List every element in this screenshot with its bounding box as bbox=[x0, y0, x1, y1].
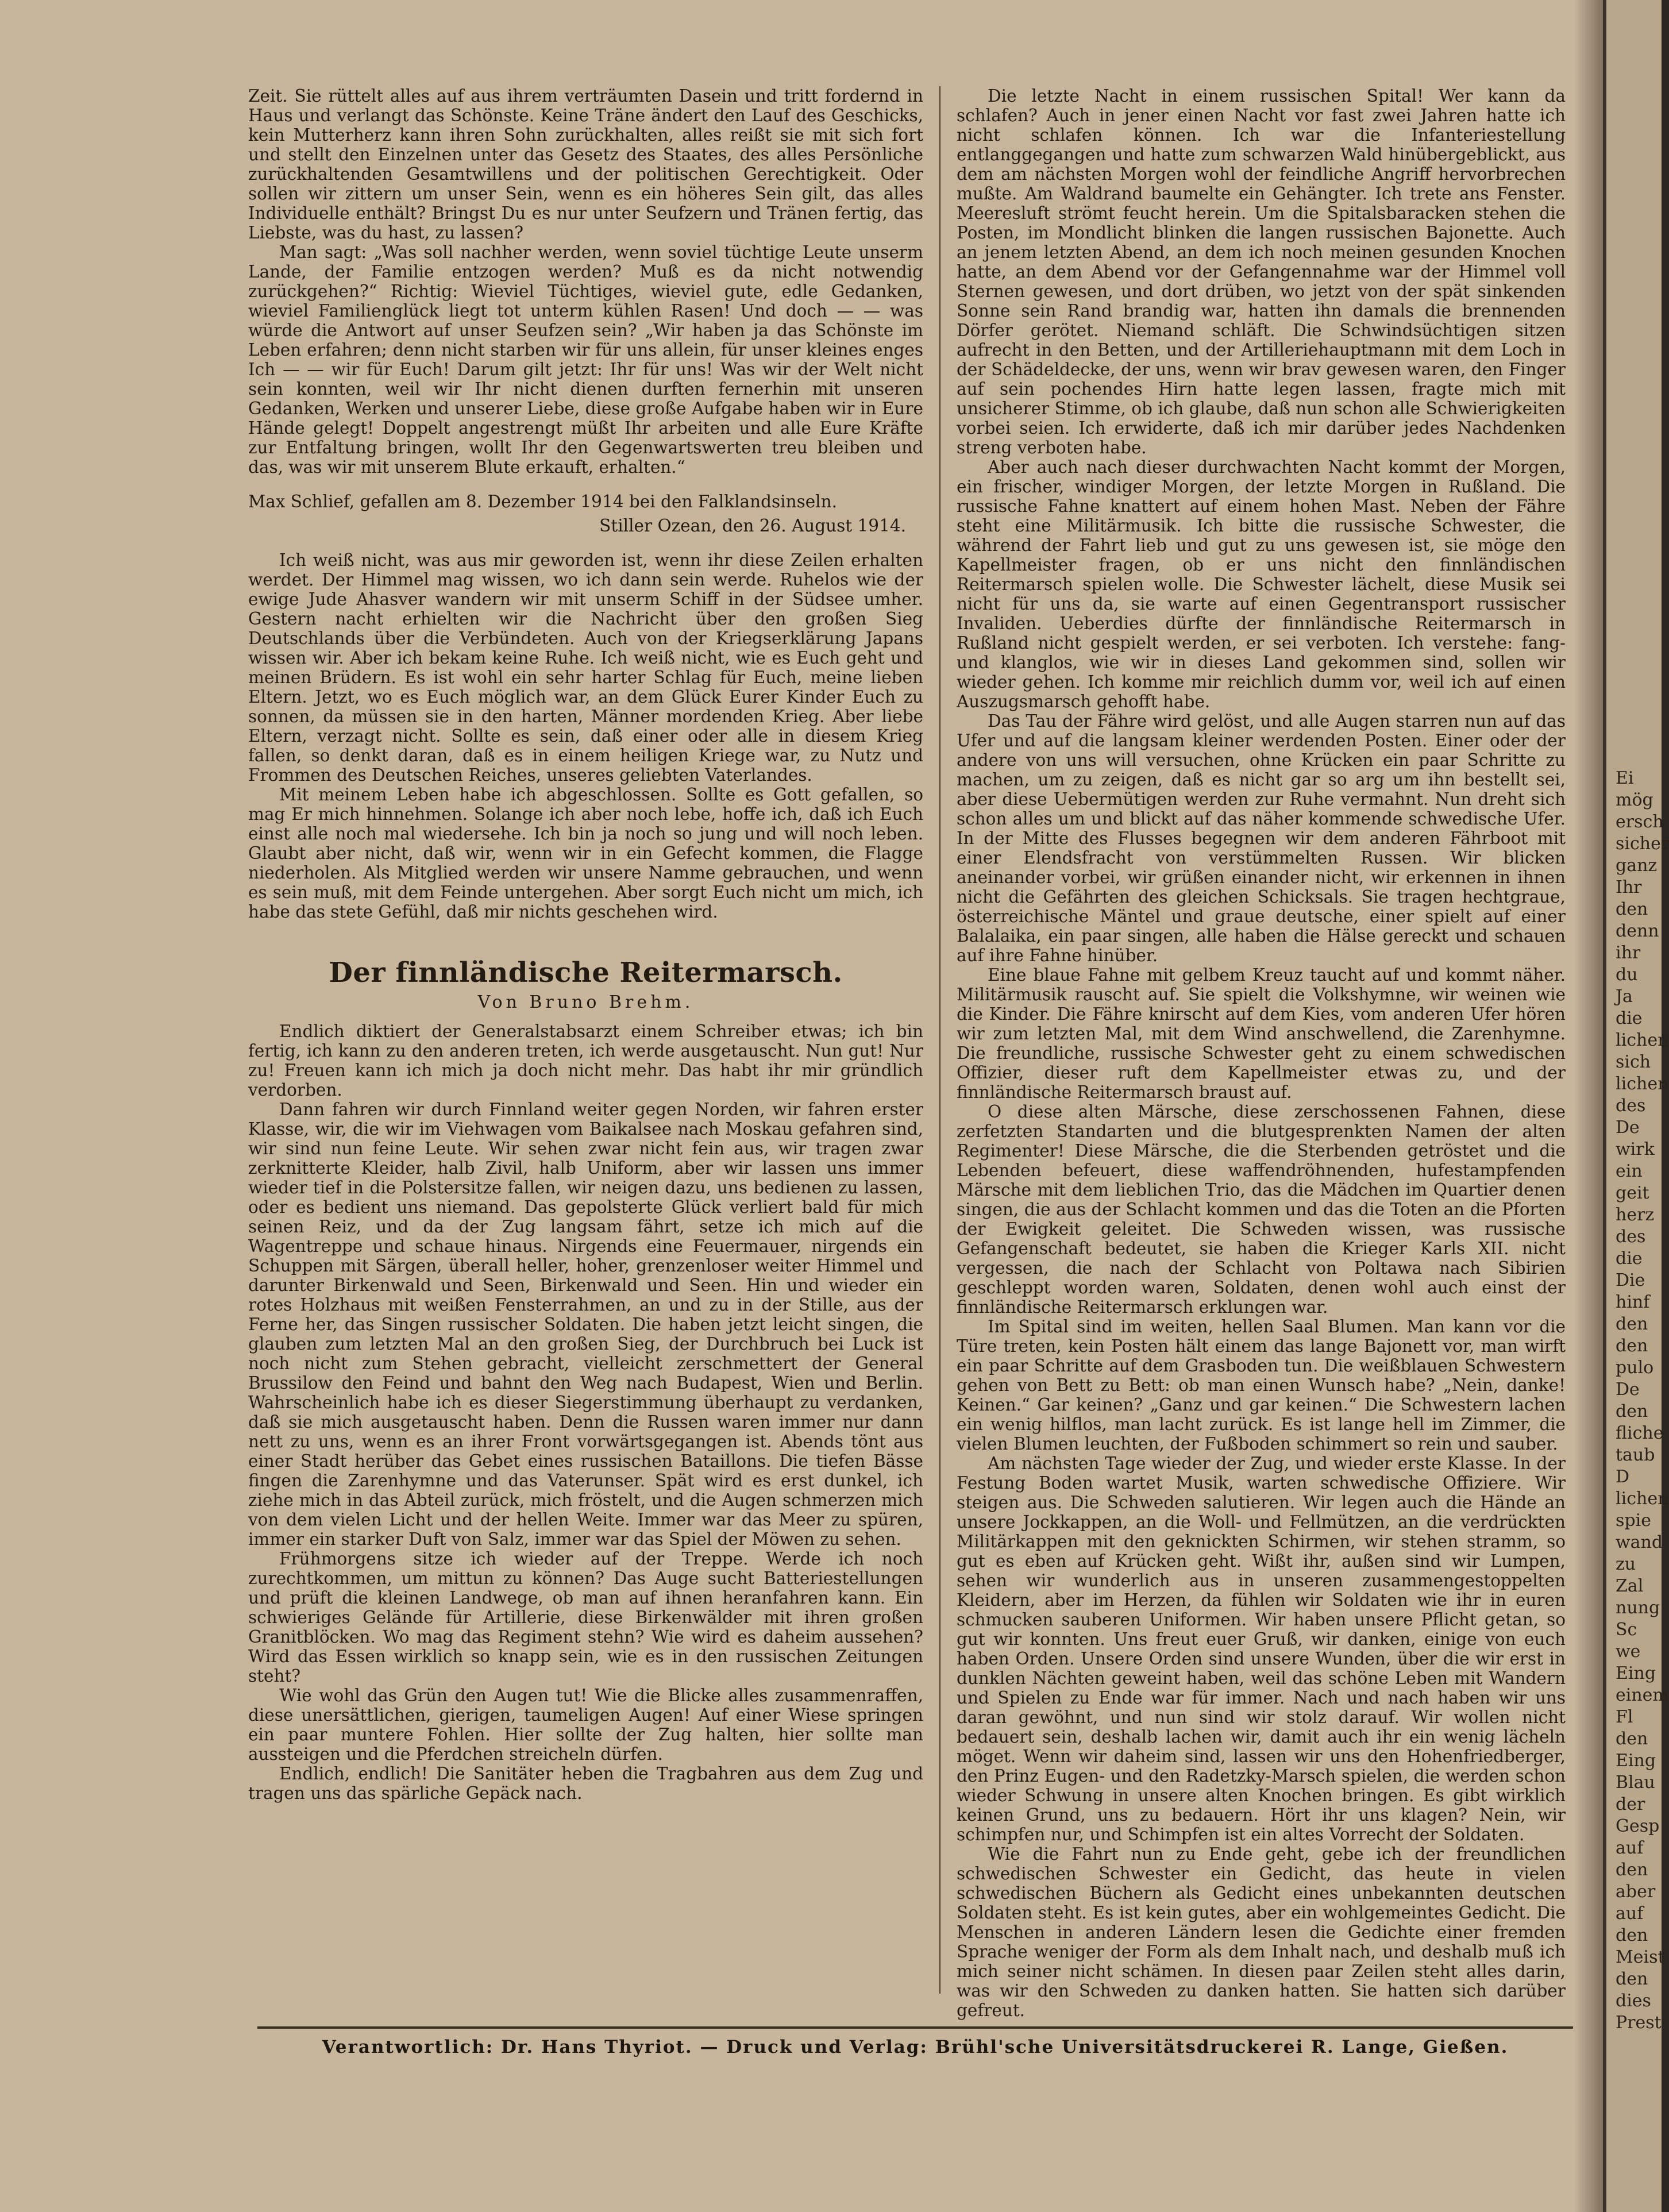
next-page-fragment: Ja bbox=[1616, 986, 1633, 1007]
next-page-fragment: den bbox=[1616, 1729, 1648, 1749]
article-paragraph: O diese alten Märsche, diese zerschossenen Fahnen, diese zerfetzten Standarten und die blutgesprenkten Namen der alten Regimenter! Diese Märsche, die die Sterbenden getröstet und die Lebenden befeuert, diese waffendröhnenden, hufestampfenden Märsche mit dem lieblichen Trio, das die Mädchen im Quartier denen singen, die aus der Schlacht kommen und das die Toten an die Pforten der Ewigkeit geleitet. Die Schweden wissen, was russische Gefangenschaft bedeutet, sie haben die Krieger Karls XII. nicht vergessen, die nach der Schlacht von Poltawa nach Sibirien geschleppt worden waren, Soldaten, denen wohl auch einst der finnländische Reitermarsch erklungen war. bbox=[957, 1102, 1566, 1317]
next-page-fragment: lichen bbox=[1616, 1030, 1669, 1050]
next-page-fragment: spie bbox=[1616, 1510, 1651, 1531]
letter-paragraph: Ich weiß nicht, was aus mir geworden ist, wenn ihr diese Zeilen erhalten werdet. Der Himmel mag wissen, wo ich dann sein werde. Ruhelos wie der ewige Jude Ahasver wandern wir mit unserm Schiff in der Südsee umher. Gestern nacht erhielten wir die Nachricht über den großen Sieg Deutschlands über die Verbündeten. Auch von der Kriegserklärung Japans wissen wir. Aber ich bekam keine Ruhe. Ich weiß nicht, wie es Euch geht und meinen Brüdern. Es ist wohl ein sehr harter Schlag für Euch, meine lieben Eltern. Jetzt, wo es Euch möglich war, an dem Glück Eurer Kinder Euch zu sonnen, da müssen sie in den harten, Männer mordenden Krieg. Aber liebe Eltern, verzagt nicht. Sollte es sein, daß einer oder alle in diesem Krieg fallen, so denkt daran, daß es in einem heiligen Kriege war, zu Nutz und Frommen des Deutschen Reiches, unseres geliebten Vaterlandes. bbox=[248, 550, 923, 785]
next-page-fragment: Meist bbox=[1616, 1947, 1665, 1967]
letter-paragraph: Mit meinem Leben habe ich abgeschlossen. Sollte es Gott gefallen, so mag Er mich hinnehmen. Solange ich aber noch lebe, hoffe ich, daß ich Euch einst alle noch mal wiedersehe. Ich bin ja noch so jung und will noch leben. Glaubt aber nicht, daß wir, wenn wir in ein Gefecht kommen, die Flagge niederholen. Als Mitglied werden wir unsere Namme gebrauchen, und wenn es sein muß, mit dem Feinde untergehen. Aber sorgt Euch nicht um mich, ich habe das stete Gefühl, daß mir nichts geschehen wird. bbox=[248, 785, 923, 922]
next-page-fragment: die bbox=[1616, 1248, 1643, 1269]
next-page-fragment: denn bbox=[1616, 921, 1659, 941]
next-page-fragment: Zal bbox=[1616, 1576, 1644, 1596]
next-page-fragment: hinf bbox=[1616, 1292, 1650, 1312]
next-page-fragment: Ei bbox=[1616, 768, 1634, 788]
next-page-fragment: auf bbox=[1616, 1838, 1644, 1858]
next-page-fragment: des bbox=[1616, 1227, 1646, 1247]
next-page-fragment: Sc bbox=[1616, 1620, 1637, 1640]
article-paragraph: Frühmorgens sitze ich wieder auf der Treppe. Werde ich noch zurechtkommen, um mittun zu können? Das Auge sucht Batteriestellungen und prüft die kleinen Landwege, ob man auf ihnen heranfahren kann. Ein schwieriges Gelände für Artillerie, diese Birkenwälder mit ihren großen Granitblöcken. Wo mag das Regiment stehn? Wie wird es daheim aussehen? Wird das Essen wirklich so knapp sein, wie es in den russischen Zeitungen steht? bbox=[248, 1549, 923, 1686]
intro-paragraph: Man sagt: „Was soll nachher werden, wenn soviel tüchtige Leute unserm Lande, der Familie entzogen werden? Muß es da nicht notwendig zurückgehen?“ Richtig: Wieviel Tüchtiges, wieviel gute, edle Gedanken, wieviel Familienglück liegt tot unterm kühlen Rasen! Und doch — — was würde die Antwort auf unser Seufzen sein? „Wir haben ja das Schönste im Leben erfahren; denn nicht starben wir für uns allein, für unser kleines enges Ich — — wir für Euch! Darum gilt jetzt: Ihr für uns! Was wir der Welt nicht sein konnten, weil wir Ihr nicht dienen durften fernerhin mit unseren Gedanken, Werken und unserer Liebe, diese große Aufgabe haben wir in Eure Hände gelegt! Doppelt angestrengt müßt Ihr arbeiten und alle Eure Kräfte zur Entfaltung bringen, wollt Ihr den Gegenwartswerten treu bleiben und das, was wir mit unserem Blute erkauft, erhalten.“ bbox=[248, 242, 923, 477]
next-page-fragment: ersch bbox=[1616, 812, 1664, 832]
article-paragraph: Endlich diktiert der Generalstabsarzt einem Schreiber etwas; ich bin fertig, ich kann zu den anderen treten, ich werde ausgetauscht. Nun gut! Nur zu! Freuen kann ich mich ja doch nicht mehr. Das habt ihr mir gründlich verdorben. bbox=[248, 1022, 923, 1100]
next-page-fragment: den bbox=[1616, 1314, 1648, 1334]
next-page-fragment: auf bbox=[1616, 1903, 1644, 1924]
next-page-fragment: Eing bbox=[1616, 1663, 1656, 1683]
left-column bbox=[248, 86, 923, 2017]
next-page-fragment: der bbox=[1616, 1794, 1645, 1814]
next-page-fragment: nung bbox=[1616, 1598, 1660, 1618]
article-paragraph: Dann fahren wir durch Finnland weiter gegen Norden, wir fahren erster Klasse, wir, die wir im Viehwagen vom Baikalsee nach Moskau gefahren sind, wir sind nun feine Leute. Wir sehen zwar nicht fein aus, wir tragen zwar zerknitterte Kleider, halb Zivil, halb Uniform, aber wir lassen uns immer wieder tief in die Polstersitze fallen, wir neigen dazu, uns bedienen zu lassen, oder es bedient uns niemand. Das gepolsterte Glück verliert bald für mich seinen Reiz, und da der Zug langsam fährt, setze ich mich auf die Wagentreppe und schaue hinaus. Nirgends eine Feuermauer, nirgends ein Schuppen mit Särgen, überall heller, hoher, grenzenloser weiter Himmel und darunter Birkenwald und Seen, Birkenwald und Seen. Hin und wieder ein rotes Holzhaus mit weißen Fensterrahmen, an und zu in der Stille, aus der Ferne her, das Singen russischer Soldaten. Die haben jetzt leicht singen, die glauben zum letzten Mal an den großen Sieg, der Durchbruch bei Luck ist noch nicht zum Stehen gebracht, vielleicht zerschmettert der General Brussilow den Feind und bahnt den Weg nach Budapest, Wien und Berlin. Wahrscheinlich habe ich es dieser Siegerstimmung überhaupt zu verdanken, daß sie mich ausgetauscht haben. Denn die Russen waren immer nur dann nett zu uns, wenn es an ihrer Front vorwärtsgegangen ist. Abends tönt aus einer Stadt herüber das Gebet eines russischen Bataillons. Die tiefen Bässe fingen die Zarenhymne und das Vaterunser. Spät wird es erst dunkel, ich ziehe mich in das Abteil zurück, mich fröstelt, und die Augen schmerzen mich von dem vielen Licht und der hellen Weite. Immer war das Meer zu spüren, immer ein starker Duft von Salz, immer war das Spiel der Möwen zu sehen. bbox=[248, 1100, 923, 1549]
article-paragraph: Eine blaue Fahne mit gelbem Kreuz taucht auf und kommt näher. Militärmusik rauscht auf. Sie spielt die Volkshymne, wir weinen wie die Kinder. Die Fähre knirscht auf dem Kies, vom anderen Ufer hören wir zum letzten Mal, mit dem Wind anschwellend, die Zarenhymne. Die freundliche, russische Schwester geht zu einem schwedischen Offizier, dieser ruft dem Kapellmeister etwas zu, und der finnländische Reitermarsch braust auf. bbox=[957, 965, 1566, 1102]
next-page-fragment: zu bbox=[1616, 1554, 1636, 1574]
next-page-fragment: Fl bbox=[1616, 1707, 1633, 1727]
footer-rule bbox=[257, 2026, 1573, 2029]
next-page-fragment: ein bbox=[1616, 1161, 1643, 1181]
imprint-footer: Verantwortlich: Dr. Hans Thyriot. — Druck und Verlag: Brühl'sche Universitätsdruckerei R. Lange, Gießen. bbox=[322, 2037, 1509, 2057]
next-page-fragment: De bbox=[1616, 1117, 1640, 1138]
next-page-fragment: ganz bbox=[1616, 855, 1658, 876]
next-page-fragment: lichen bbox=[1616, 1489, 1669, 1509]
next-page-fragment: einem bbox=[1616, 1685, 1669, 1705]
column-divider bbox=[939, 86, 941, 1994]
article-paragraph: Wie wohl das Grün den Augen tut! Wie die Blicke alles zusammenraffen, diese unersättlichen, gierigen, taumeligen Augen! Auf einer Wiese springen ein paar muntere Fohlen. Hier sollte der Zug halten, hier sollte man aussteigen und die Pferdchen streicheln dürfen. bbox=[248, 1686, 923, 1764]
next-page-fragment: lichen bbox=[1616, 1074, 1669, 1094]
next-page-fragment: den bbox=[1616, 1336, 1648, 1356]
next-page-fragment: den bbox=[1616, 1969, 1648, 1989]
next-page-fragment: pulo bbox=[1616, 1358, 1654, 1378]
next-page-fragment: Eing bbox=[1616, 1751, 1656, 1771]
next-page-fragment: den bbox=[1616, 1401, 1648, 1421]
next-page-fragment: herz bbox=[1616, 1205, 1655, 1225]
article-paragraph: Das Tau der Fähre wird gelöst, und alle Augen starren nun auf das Ufer und auf die langsam kleiner werdenden Posten. Einer oder der andere von uns will versuchen, ohne Krücken ein paar Schritte zu machen, um zu zeigen, daß es nicht gar so arg um ihn bestellt sei, aber diese Uebermütigen werden zur Ruhe vermahnt. Nun dreht sich schon alles um und blickt auf das näher kommende schwedische Ufer. In der Mitte des Flusses begegnen wir dem anderen Fährboot mit einer Elendsfracht von verstümmelten Russen. Wir blicken aneinander vorbei, wir grüßen einander nicht, wir erkennen in ihnen nicht die Gefährten des gleichen Schicksals. Sie tragen hechtgraue, österreichische Mäntel und graue deutsche, einer spielt auf einer Balalaika, ein paar singen, alle haben die Hälse gereckt und schauen auf ihre Fahne hinüber. bbox=[957, 711, 1566, 965]
next-page-fragment: taub bbox=[1616, 1445, 1655, 1465]
article-author: Von Bruno Brehm. bbox=[477, 992, 694, 1012]
next-page-fragment: Blau bbox=[1616, 1772, 1655, 1793]
binding-shadow bbox=[1574, 0, 1603, 2212]
next-page-fragment: mög bbox=[1616, 790, 1653, 810]
next-page-fragment: geit bbox=[1616, 1183, 1649, 1203]
next-page-fragment: den bbox=[1616, 1925, 1648, 1945]
next-page-fragment: Ihr bbox=[1616, 877, 1642, 897]
right-column bbox=[957, 86, 1566, 2020]
next-page-fragment: fliche bbox=[1616, 1423, 1664, 1443]
next-page-fragment: sich bbox=[1616, 1052, 1651, 1072]
article-title: Der finnländische Reitermarsch. bbox=[329, 957, 843, 989]
next-page-fragment: du bbox=[1616, 965, 1638, 985]
next-page-fragment: den bbox=[1616, 899, 1648, 919]
article-paragraph: Endlich, endlich! Die Sanitäter heben die Tragbahren aus dem Zug und tragen uns das spärliche Gepäck nach. bbox=[248, 1764, 923, 1803]
article-paragraph: Die letzte Nacht in einem russischen Spital! Wer kann da schlafen? Auch in jener einen Nacht vor fast zwei Jahren hatte ich nicht schlafen können. Ich war die Infanteriestellung entlanggegangen und hatte zum schwarzen Wald hinübergeblickt, aus dem am nächsten Morgen wohl der feindliche Angriff hervorbrechen mußte. Am Waldrand baumelte ein Gehängter. Ich trete ans Fenster. Meeresluft strömt feucht herein. Um die Spitalsbaracken stehen die Posten, im Mondlicht blinken die langen russischen Bajonette. Auch an jenem letzten Abend, an dem ich noch meinen gesunden Knochen hatte, an dem Abend vor der Gefangennahme war der Himmel voll Sternen gewesen, und dort drüben, wo jetzt von der spät sinkenden Sonne sein Rand brandig war, hatten ihn damals die brennenden Dörfer gerötet. Niemand schläft. Die Schwindsüchtigen sitzen aufrecht in den Betten, und der Artilleriehauptmann mit dem Loch in der Schädeldecke, der uns, wenn wir brav gewesen waren, den Finger auf sein pochendes Hirn hatte legen lassen, fragte mich mit unsicherer Stimme, ob ich glaube, daß nun schon alle Schwierigkeiten vorbei seien. Ich erwiderte, daß ich mir darüber jedes Nachdenken streng verboten habe. bbox=[957, 86, 1566, 457]
adjacent-page-edge bbox=[1603, 0, 1669, 2212]
next-page-fragment: die bbox=[1616, 1008, 1643, 1028]
next-page-fragment: De bbox=[1616, 1379, 1640, 1400]
letter-byline: Max Schlief, gefallen am 8. Dezember 1914 bei den Falklandsinseln. bbox=[248, 492, 837, 511]
article-paragraph: Im Spital sind im weiten, hellen Saal Blumen. Man kann vor die Türe treten, kein Posten hält einem das lange Bajonett vor, man wirft ein paar Schritte auf dem Grasboden tun. Die weißblauen Schwestern gehen von Bett zu Bett: ob man einen Wunsch habe? „Nein, danke! Keinen.“ Gar keinen? „Ganz und gar keinen.“ Die Schwestern lachen ein wenig hilflos, man lacht zurück. Es ist lange hell im Zimmer, die vielen Blumen leuchten, der Fußboden schimmert so rein und sauber. bbox=[957, 1317, 1566, 1454]
article-paragraph: Aber auch nach dieser durchwachten Nacht kommt der Morgen, ein frischer, windiger Morgen, der letzte Morgen in Rußland. Die russische Fahne knattert auf einem hohen Mast. Neben der Fähre steht eine Militärmusik. Ich bitte die russische Schwester, die während der Fahrt lieb und gut zu uns gewesen ist, sie möge den Kapellmeister fragen, ob er uns nicht den finnländischen Reitermarsch spielen wolle. Die Schwester lächelt, diese Musik sei nicht für uns da, sie warte auf einen Gegentransport russischer Invaliden. Ueberdies dürfte der finnländische Reitermarsch in Rußland nicht gespielt werden, er sei verboten. Ich verstehe: fang- und klanglos, wie wir in dieses Land gekommen sind, sollen wir wieder gehen. Ich komme mir reichlich dumm vor, weil ich auf einen Auszugsmarsch gehofft habe. bbox=[957, 457, 1566, 711]
next-page-fragment: D bbox=[1616, 1467, 1630, 1487]
next-page-fragment: des bbox=[1616, 1096, 1646, 1116]
next-page-fragment: Gesp bbox=[1616, 1816, 1660, 1836]
next-page-fragment: Die bbox=[1616, 1270, 1645, 1290]
article-paragraph: Wie die Fahrt nun zu Ende geht, gebe ich der freundlichen schwedischen Schwester ein Gedicht, das heute in vielen schwedischen Büchern als Gedicht eines unbekannten deutschen Soldaten steht. Es ist kein gutes, aber ein wohlgemeintes Gedicht. Die Menschen in anderen Ländern lesen die Gedichte einer fremden Sprache weniger der Form als dem Inhalt nach, und deshalb muß ich mich seiner nicht schämen. In diesen paar Zeilen steht alles darin, was wir den Schweden zu danken hatten. Sie hatten sich darüber gefreut. bbox=[957, 1844, 1566, 2020]
next-page-fragment: ihr bbox=[1616, 943, 1641, 963]
article-paragraph: Am nächsten Tage wieder der Zug, und wieder erste Klasse. In der Festung Boden wartet Musik, warten schwedische Offiziere. Wir steigen aus. Die Schweden salutieren. Wir legen auch die Hände an unsere Jockkappen, an die Woll- und Fellmützen, an die verdrückten Militärkappen mit den geknickten Schirmen, wir stehen stramm, so gut es eben auf Krücken geht. Wißt ihr, außen sind wir Lumpen, sehen wir wunderlich aus in unseren zusammengestoppelten Kleidern, aber im Herzen, da fühlen wir Soldaten wie ihr in euren schmucken sauberen Uniformen. Wir haben unsere Pflicht getan, so gut wir konnten. Uns freut euer Gruß, wir danken, einige von euch haben Orden. Unsere Orden sind unsere Wunden, über die wir erst in dunklen Nächten geweint haben, weil das schöne Leben mit Wandern und Spielen zu Ende war für immer. Nach und nach haben wir uns daran gewöhnt, und nun sind wir stolz darauf. Wir wollen nicht bedauert sein, deshalb lachen wir, damit auch ihr ein wenig lächeln möget. Wenn wir daheim sind, lassen wir uns den Hohenfriedberger, den Prinz Eugen- und den Radetzky-Marsch spielen, die werden schon wieder Schwung in unsere alten Knochen bringen. Es gibt wirklich keinen Grund, uns zu bedauern. Hört ihr uns klagen? Nein, wir schimpfen nur, und Schimpfen ist ein altes Vorrecht der Soldaten. bbox=[957, 1454, 1566, 1844]
next-page-fragment: wirk bbox=[1616, 1139, 1655, 1159]
next-page-fragment: we bbox=[1616, 1641, 1641, 1662]
next-page-fragment: dies bbox=[1616, 1991, 1651, 2011]
letter-place-date: Stiller Ozean, den 26. August 1914. bbox=[599, 516, 906, 535]
next-page-fragment: wand bbox=[1616, 1532, 1663, 1552]
next-page-fragment: sicher bbox=[1616, 834, 1669, 854]
intro-paragraph: Zeit. Sie rüttelt alles auf aus ihrem verträumten Dasein und tritt fordernd in Haus und verlangt das Schönste. Keine Träne ändert den Lauf des Geschicks, kein Mutterherz kann ihren Sohn zurückhalten, alles reißt sie mit sich fort und stellt den Einzelnen unter das Gesetz des Staates, des alles Persönliche zurückhaltenden Gesamtwillens und der politischen Gerechtigkeit. Oder sollen wir zittern um unser Sein, wenn es ein höheres Sein gilt, das alles Individuelle enthält? Bringst Du es nur unter Seufzern und Tränen fertig, das Liebste, was du hast, zu lassen? bbox=[248, 86, 923, 242]
next-page-fragment: Prest bbox=[1616, 2013, 1662, 2033]
next-page-fragment: den bbox=[1616, 1860, 1648, 1880]
next-page-fragment: aber bbox=[1616, 1882, 1656, 1902]
